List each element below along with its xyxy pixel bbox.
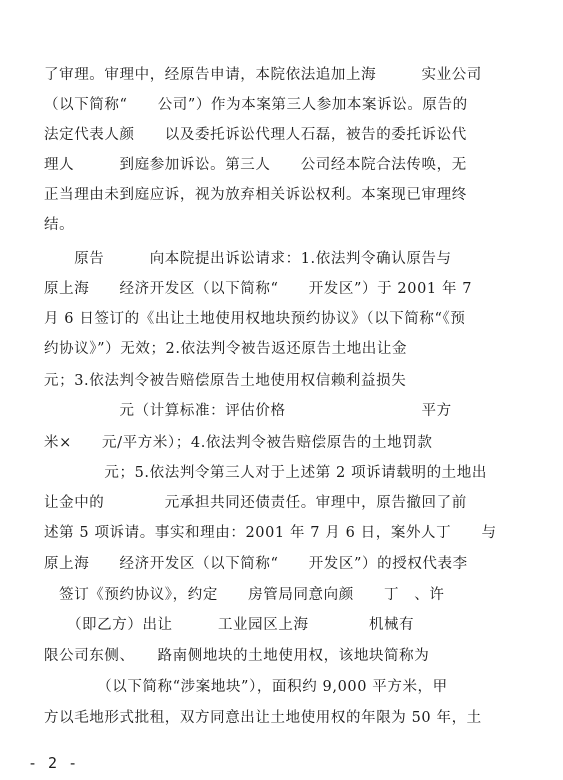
text-line: 元；5.依法判令第三人对于上述第 2 项诉请载明的土地出 <box>44 465 487 481</box>
text-line: 原上海 经济开发区（以下简称“ 开发区”）的授权代表李 <box>44 556 468 572</box>
text-line: 限公司东侧、 路南侧地块的土地使用权，该地块简称为 <box>44 648 430 664</box>
text-line: 让金中的 元承担共同还债责任。审理中，原告撤回了前 <box>44 495 467 511</box>
text-line: 约协议》”）无效；2.依法判令被告返还原告土地出让金 <box>44 341 408 357</box>
text-line: 正当理由未到庭应诉，视为放弃相关诉讼权利。本案现已审理终 <box>44 187 467 203</box>
text-line: 元（计算标准：评估价格 平方 <box>44 403 452 419</box>
text-line: 元；3.依法判令被告赔偿原告土地使用权信赖利益损失 <box>44 373 407 389</box>
text-line: 方以毛地形式批租，双方同意出让土地使用权的年限为 50 年，土 <box>44 710 482 726</box>
text-line: 法定代表人颜 以及委托诉讼代理人石磊，被告的委托诉讼代 <box>44 127 467 143</box>
text-line: （即乙方）出让 工业园区上海 机械有 <box>44 617 415 633</box>
text-line: 米× 元/平方米）；4.依法判令被告赔偿原告的土地罚款 <box>44 435 433 451</box>
text-line: 签订《预约协议》，约定 房管局同意向颜 丁 、许 <box>44 587 445 603</box>
text-line: 原告 向本院提出诉讼请求：1.依法判令确认原告与 <box>44 251 452 267</box>
text-line: 结。 <box>44 217 75 233</box>
text-line: 理人 到庭参加诉讼。第三人 公司经本院合法传唤，无 <box>44 157 467 173</box>
text-line: 月 6 日签订的《出让土地使用权地块预约协议》（以下简称“《预 <box>44 311 466 327</box>
text-line: （以下简称“涉案地块”），面积约 9,000 平方米，甲 <box>44 679 448 695</box>
text-line: 述第 5 项诉请。事实和理由：2001 年 7 月 6 日，案外人丁 与 <box>44 525 497 541</box>
page-number: - 2 - <box>28 754 79 772</box>
text-line: （以下简称“ 公司”）作为本案第三人参加本案诉讼。原告的 <box>44 97 468 113</box>
text-line: 原上海 经济开发区（以下简称“ 开发区”）于 2001 年 7 <box>44 281 473 297</box>
text-line: 了审理。审理中，经原告申请，本院依法追加上海 实业公司 <box>44 67 482 83</box>
